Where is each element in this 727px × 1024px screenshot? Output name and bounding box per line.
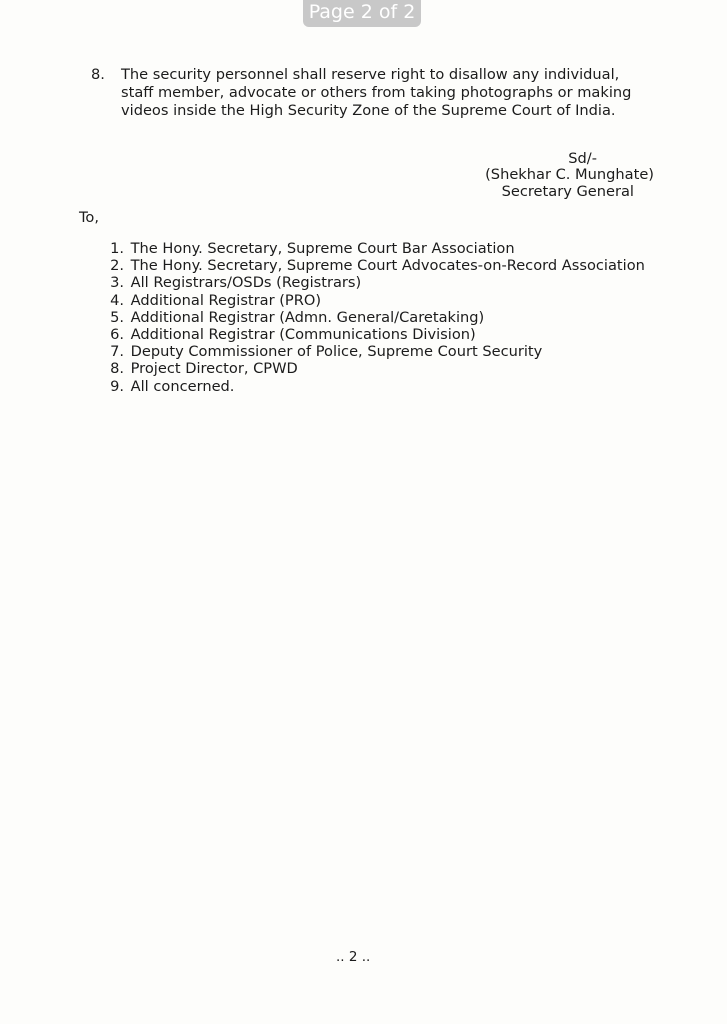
item-number: 7. (110, 343, 124, 361)
item-text: Project Director, CPWD (130, 360, 298, 378)
clause-line: The security personnel shall reserve right to disallow any individual, (121, 66, 620, 83)
to-label: To, (79, 209, 100, 226)
item-text: Deputy Commissioner of Police, Supreme Court Security (130, 343, 543, 361)
list-item (100, 378, 645, 395)
clause-8 (91, 66, 661, 120)
item-number: 3. (110, 274, 124, 292)
item-number: 5. (110, 308, 124, 326)
list-item (100, 240, 645, 257)
list-item (100, 274, 645, 291)
item-text: All Registrars/OSDs (Registrars) (130, 274, 362, 292)
signatory-title: Secretary General (501, 183, 634, 200)
recipient-list (100, 240, 645, 395)
item-text: The Hony. Secretary, Supreme Court Bar Association (130, 240, 515, 257)
item-number: 8. (110, 360, 124, 378)
item-number: 1. (110, 240, 124, 257)
item-text: Additional Registrar (PRO) (130, 291, 322, 309)
page-indicator: Page 2 of 2 (303, 0, 421, 27)
item-text: Additional Registrar (Admn. General/Caretaking) (130, 308, 485, 326)
item-number: 2. (110, 257, 124, 275)
item-text: Additional Registrar (Communications Division) (130, 326, 476, 344)
list-item (100, 292, 645, 309)
item-number: 4. (110, 291, 124, 309)
clause-number: 8. (91, 66, 105, 83)
item-number: 9. (110, 377, 124, 395)
list-item (100, 360, 645, 377)
clause-line: videos inside the High Security Zone of the Supreme Court of India. (121, 102, 616, 119)
list-item (100, 326, 645, 343)
page-number-footer: .. 2 .. (336, 949, 371, 965)
list-item (100, 309, 645, 326)
item-number: 6. (110, 326, 124, 344)
clause-line: staff member, advocate or others from taking photographs or making (121, 84, 632, 101)
item-text: The Hony. Secretary, Supreme Court Advocates-on-Record Association (130, 257, 645, 275)
signatory-name: (Shekhar C. Munghate) (485, 166, 654, 183)
signature-sd: Sd/- (568, 150, 597, 167)
list-item (100, 257, 645, 274)
list-item (100, 343, 645, 360)
item-text: All concerned. (130, 377, 235, 395)
